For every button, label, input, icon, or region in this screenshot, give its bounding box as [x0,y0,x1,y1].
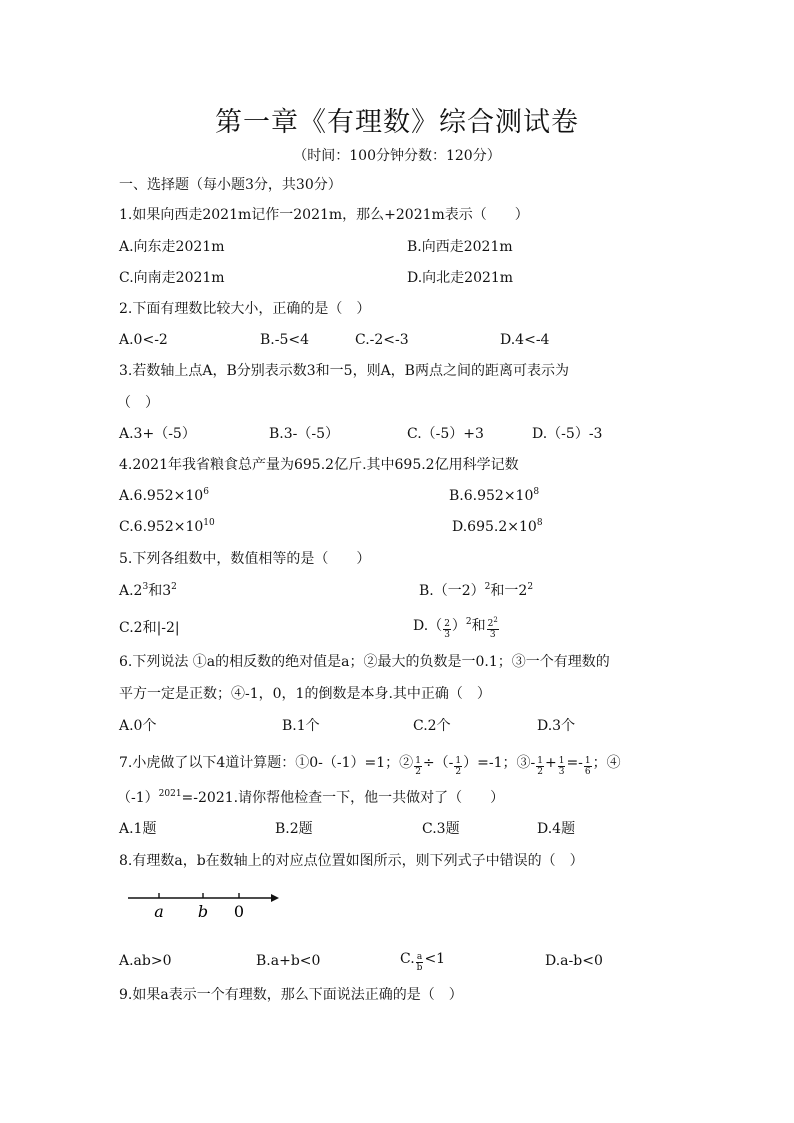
q7-frac5-num: 1 [584,756,591,766]
q5-d-exp: 2 [465,617,472,627]
q6-option-d: D.3个 [537,718,576,734]
q6-option-c: C.2个 [413,718,451,734]
question-4-stem: 4.2021年我省粮食总产量为695.2亿斤.其中695.2亿用科学记数 [119,457,519,473]
number-line-arrow [271,894,279,902]
q7-frac5 [584,756,592,777]
q7-option-d: D.4题 [537,821,576,837]
question-3-stem: 3.若数轴上点A，B分别表示数3和一5，则A，B两点之间的距离可表示为 [119,363,569,379]
q7-frac4 [558,756,566,777]
q8-c-den: b [416,963,423,973]
q7-option-c: C.3题 [422,821,460,837]
q7-line2-exp: 2021 [158,789,182,799]
q7-part2: ÷（- [422,755,454,771]
question-1-stem: 1.如果向西走2021m记作一2021m，那么+2021m表示（ ） [119,207,529,223]
q7-frac1 [414,756,422,777]
q7-option-a: A.1题 [119,821,157,837]
q5-b-part1: B.（一2） [419,583,485,599]
q8-c-prefix: C. [400,951,415,967]
q6-option-a: A.0个 [119,718,157,734]
number-line-figure [125,886,285,926]
q8-option-b: B.a+b<0 [256,953,321,969]
q7-line2-part1: （-1） [117,790,159,806]
question-8-stem: 8.有理数a，b在数轴上的对应点位置如图所示，则下列式子中错误的（ ） [119,853,584,869]
q5-d-fraction2 [487,616,499,640]
q7-part1: 7.小虎做了以下4道计算题：①0-（-1）=1；② [119,755,414,771]
q7-line2-part2: =-2021.请你帮他检查一下，他一共做对了（ ） [181,790,505,806]
q7-frac3 [536,756,544,777]
q5-d-part1: D.（ [413,618,443,634]
q4-c-exp: 10 [203,518,215,528]
q7-frac3-num: 1 [537,756,543,766]
q4-c-base: C.6.952×10 [119,519,204,535]
q7-frac5-den: 6 [584,767,591,777]
q7-part4: + [544,755,557,771]
q7-part5: =- [566,755,583,771]
q8-c-fraction [416,952,424,973]
q5-d-part3: 和 [471,618,486,634]
q8-option-a: A.ab>0 [119,953,172,969]
q4-option-b [449,486,539,506]
q5-d-fraction [443,619,451,640]
q2-option-c: C.-2<-3 [355,332,409,348]
q7-part3: ）=-1；③- [463,755,536,771]
question-6-line2: 平方一定是正数；④-1，0，1的倒数是本身.其中正确（ ） [119,686,491,702]
q7-frac4-num: 1 [558,756,565,766]
q5-option-c: C.2和|-2| [119,620,180,636]
q7-option-b: B.2题 [275,821,313,837]
q7-part6: ；④ [592,755,621,771]
q5-a-part1: A.2 [119,583,143,599]
page-subtitle: （时间：100分钟分数：120分） [293,148,501,164]
question-2-stem: 2.下面有理数比较大小，正确的是（ ） [119,301,371,317]
q4-b-base: B.6.952×10 [449,488,534,504]
question-9-stem: 9.如果a表示一个有理数，那么下面说法正确的是（ ） [119,987,463,1003]
q4-option-a [119,486,209,506]
q8-option-c [400,949,445,973]
q7-frac4-den: 3 [558,767,565,777]
q5-d-part2: ） [451,618,466,634]
label-a: a [154,902,164,921]
q5-d-num2-wrap [487,616,499,630]
question-7-line2 [117,788,504,808]
q6-option-b: B.1个 [282,718,320,734]
q4-d-base: D.695.2×10 [452,519,537,535]
q5-option-b [419,581,533,601]
question-7-line1 [119,753,621,777]
q5-d-num2-exp: 2 [493,616,498,624]
q5-d-num2: 2 [487,619,494,629]
q4-option-d [452,517,543,537]
q2-option-a: A.0<-2 [119,332,168,348]
q4-d-exp: 8 [536,518,543,528]
q4-option-c [119,517,215,537]
q5-option-d [413,616,500,640]
q5-d-den: 3 [444,630,450,640]
q7-frac2-num: 1 [455,756,462,766]
q4-a-base: A.6.952×10 [119,488,204,504]
q8-c-suffix: <1 [424,951,446,967]
q3-option-a: A.3+（-5） [119,426,196,442]
label-zero: 0 [233,902,245,921]
q5-b-part2: 和一2 [490,583,528,599]
q3-option-c: C.（-5）+3 [407,426,484,442]
q5-a-exp2: 2 [171,582,177,592]
question-6-line1: 6.下列说法 ①a的相反数的绝对值是a；②最大的负数是一0.1；③一个有理数的 [119,654,610,670]
q3-option-b: B.3-（-5） [269,426,340,442]
q7-frac2 [454,756,462,777]
q1-option-a: A.向东走2021m [119,239,225,255]
q4-b-exp: 8 [533,487,540,497]
q3-option-d: D.（-5）-3 [532,426,603,442]
q1-option-c: C.向南走2021m [119,270,225,286]
q7-frac3-den: 2 [537,767,543,777]
q8-c-num: a [416,952,423,962]
question-5-stem: 5.下列各组数中，数值相等的是（ ） [119,551,371,567]
q1-option-b: B.向西走2021m [407,239,513,255]
q5-b-exp2: 2 [527,582,534,592]
q5-b-exp1: 2 [484,582,491,592]
section-heading: 一、选择题（每小题3分，共30分） [119,177,342,193]
q2-option-d: D.4<-4 [500,332,550,348]
q5-a-exp1: 3 [142,582,149,592]
q5-option-a [119,581,177,601]
q1-option-d: D.向北走2021m [407,270,514,286]
q2-option-b: B.-5<4 [260,332,310,348]
q7-frac1-num: 1 [415,756,421,766]
page-title: 第一章《有理数》综合测试卷 [215,107,579,138]
q5-d-den2: 3 [489,630,496,640]
q5-a-part2: 和3 [148,583,172,599]
label-b: b [197,902,209,921]
q5-d-num: 2 [444,619,450,629]
question-3-stem-cont: （ ） [117,395,159,411]
q4-a-exp: 6 [203,487,209,497]
q8-option-d: D.a-b<0 [545,953,603,969]
q7-frac1-den: 2 [415,767,421,777]
q7-frac2-den: 2 [455,767,462,777]
